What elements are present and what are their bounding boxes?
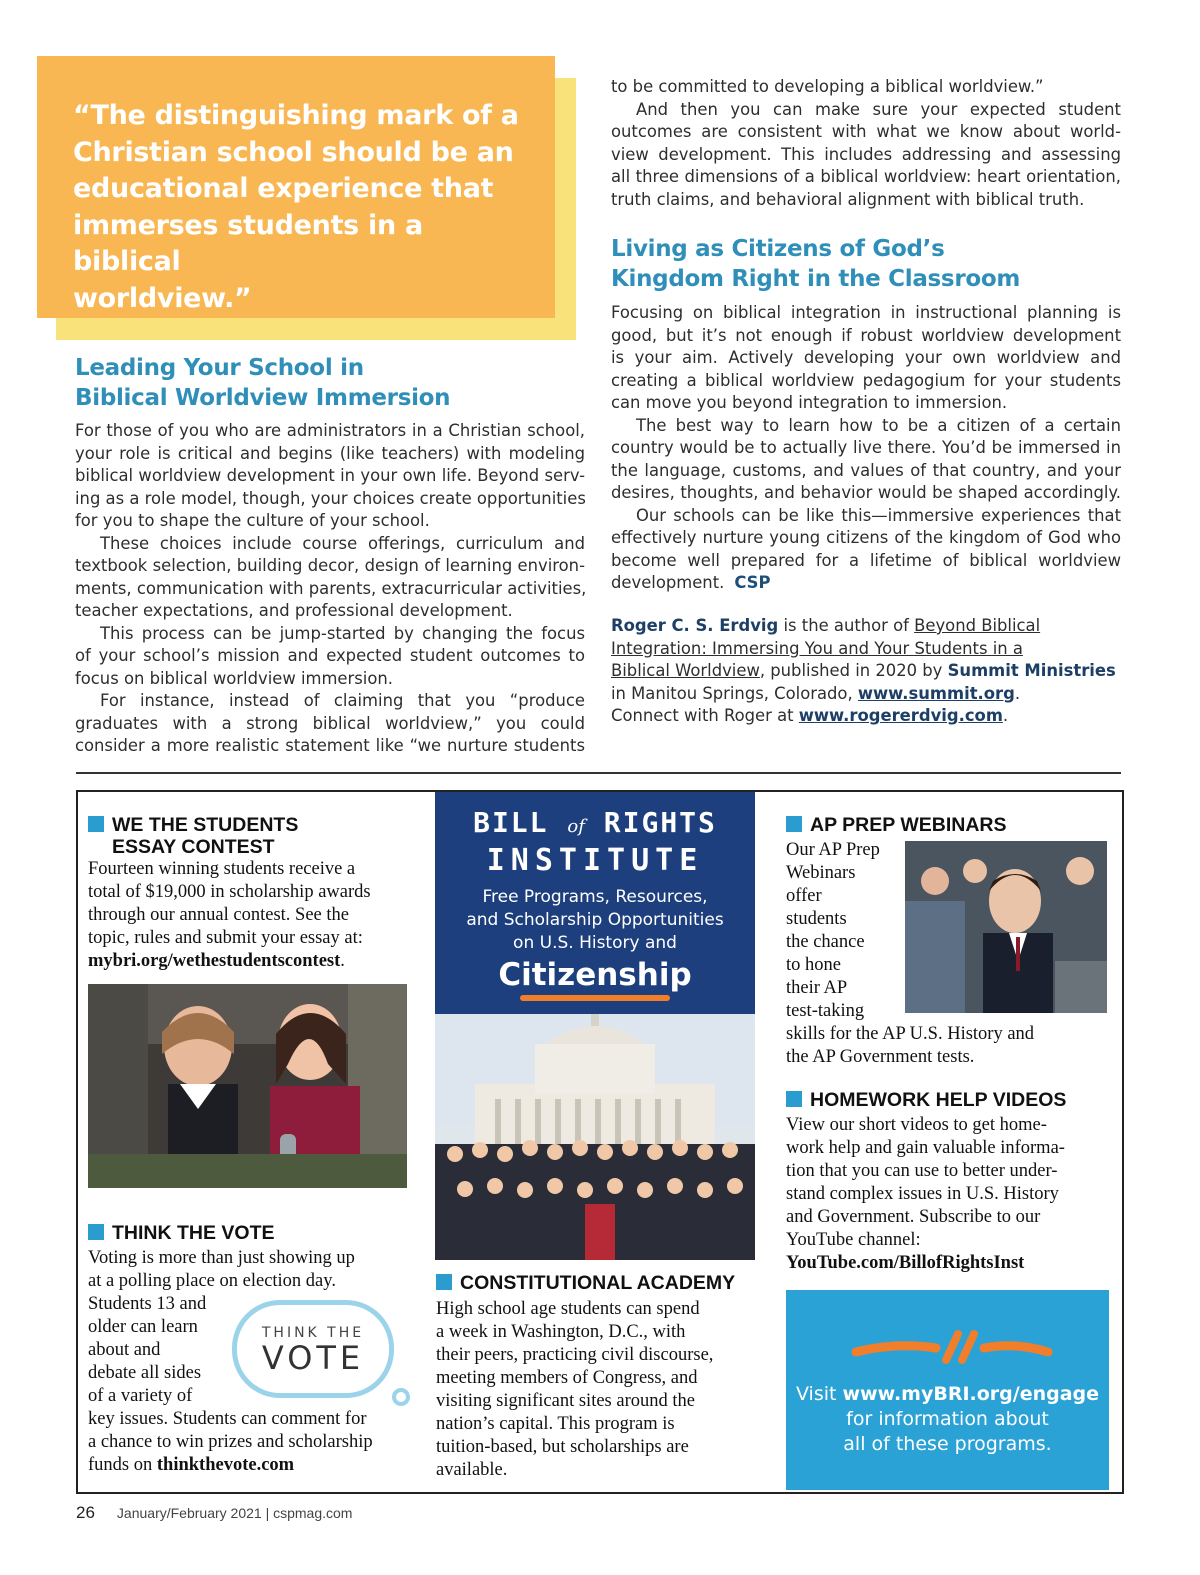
homework-help-text: View our short videos to get home- work help and gain valuable informa- tion that you can use to better under- stand complex issues in U.S. History and Government. Subscribe to our YouTube channel: YouTube.com/BillofRightsInst xyxy=(786,1115,1065,1273)
bri-banner xyxy=(435,792,755,1014)
author-website-link[interactable]: www.rogererdvig.com xyxy=(798,706,1003,725)
book-title-3[interactable]: Biblical Worldview xyxy=(611,661,760,680)
think-the-vote-logo: THINK THE VOTE xyxy=(232,1300,394,1398)
essay-contest-heading-2: ESSAY CONTEST xyxy=(112,836,275,858)
issue-info: January/February 2021 | cspmag.com xyxy=(116,1505,353,1521)
ap-prep-photo xyxy=(905,841,1107,1013)
essay-contest-link[interactable]: mybri.org/wethestudentscontest xyxy=(88,951,341,971)
blue-square-icon xyxy=(786,816,802,832)
author-bio: Roger C. S. Erdvig is the author of Beyond Biblical Integration: Immersing You and Your Students in a Biblical Worldview, published in 2020 by Summit Ministries in Manitou Springs, Colorado, www.summit.org. Connect with Roger at www.rogererdvig.com. xyxy=(611,616,1116,725)
blue-square-icon xyxy=(436,1274,452,1290)
pull-quote-text: “The distinguishing mark of a Christian school should be an educational experience that immerses students in a biblical worldview.” xyxy=(73,100,519,314)
orange-swoosh xyxy=(520,995,670,1001)
students-photo-art xyxy=(88,984,407,1188)
bri-tagline: Free Programs, Resources, and Scholarship Opportunities on U.S. History and xyxy=(466,887,724,953)
students-photo xyxy=(88,984,407,1188)
youtube-link[interactable]: YouTube.com/BillofRightsInst xyxy=(786,1253,1025,1273)
pull-quote xyxy=(37,56,555,318)
visit-box: Visit www.myBRI.org/engage for information about all of these programs. xyxy=(786,1290,1109,1490)
blue-square-icon xyxy=(786,1091,802,1107)
publisher-name: Summit Ministries xyxy=(947,661,1116,680)
book-title-2[interactable]: Integration: Immersing You and Your Students in a xyxy=(611,638,1023,658)
orange-swoosh-graphic xyxy=(786,1312,1109,1382)
ap-prep-photo-art xyxy=(905,841,1107,1013)
right-article-top: to be committed to developing a biblical worldview.” And then you can make sure your expected student outcomes are consistent with what we know about world- view development. This includes addressing and assessing all three dimensions of a biblical worldview: heart orientation, truth claims, and behavioral alignment with biblical truth. xyxy=(611,77,1121,209)
engage-link[interactable]: www.myBRI.org/engage xyxy=(842,1383,1100,1405)
constitutional-academy-heading: CONSTITUTIONAL ACADEMY xyxy=(436,1272,735,1294)
right-article-heading: Living as Citizens of God’s Kingdom Right in the Classroom xyxy=(611,236,1021,292)
think-the-vote-heading: THINK THE VOTE xyxy=(88,1222,275,1244)
essay-contest-text: Fourteen winning students receive a total of $19,000 in scholarship awards through our annual contest. See the topic, rules and submit your essay at: mybri.org/wethestudentscontest. xyxy=(88,859,371,971)
blue-square-icon xyxy=(88,1224,104,1240)
page-number: 26 xyxy=(76,1503,95,1522)
capitol-group-photo xyxy=(435,1014,755,1260)
final-line: development. CSP xyxy=(611,573,771,592)
left-article-heading: Leading Your School in Biblical Worldview Immersion xyxy=(75,355,451,411)
csp-end-mark: CSP xyxy=(734,573,771,592)
bri-logo-line-2: INSTITUTE xyxy=(486,843,704,878)
think-the-vote-text: Voting is more than just showing up at a polling place on election day. Students 13 and older can learn about and debate all sides of a variety of key issues. Students can comment for a chance to win prizes and scholarship funds on thinkthevote.com xyxy=(88,1248,373,1475)
capitol-group-photo-art xyxy=(435,1014,755,1260)
book-title-1[interactable]: Beyond Biblical xyxy=(914,616,1041,635)
think-the-vote-link[interactable]: thinkthevote.com xyxy=(156,1455,295,1475)
homework-help-heading: HOMEWORK HELP VIDEOS xyxy=(786,1089,1066,1111)
page-footer xyxy=(76,1503,352,1523)
constitutional-academy-text: High school age students can spend a week in Washington, D.C., with their peers, practicing civil discourse, meeting members of Congress, and visiting significant sites around the nation’s capital. This program is tuition-based, but scholarships are available. xyxy=(436,1299,714,1480)
ap-prep-text: Our AP Prep Webinars offer students the chance to hone their AP test-taking skills for the AP U.S. History and the AP Government tests. xyxy=(786,840,1035,1067)
left-article-body: For those of you who are administrators in a Christian school, your role is critical and begins (like teachers) with modeling biblical worldview development in your own life. Beyond serv- ing as a role model, though, your choices create opportunities for you to shape the culture of your school. These choices include course offerings, curriculum and textbook selection, building decor, design of learning environ- ments, communication with parents, extracurricular activities, teacher expectations, and professional development. This process can be jump-started by changing the focus of your school’s mission and expected student outcomes to focus on biblical worldview immersion. For instance, instead of claiming that you “produce graduates with a strong biblical worldview,” you could consider a more realistic statement like “we nurture students xyxy=(75,421,587,755)
speech-bubble-dot xyxy=(392,1388,410,1406)
author-name: Roger C. S. Erdvig xyxy=(611,616,779,635)
essay-contest-heading: WE THE STUDENTS xyxy=(88,814,298,836)
ap-prep-heading: AP PREP WEBINARS xyxy=(786,814,1007,836)
summit-link[interactable]: www.summit.org xyxy=(857,683,1015,703)
right-article-body: Focusing on biblical integration in instructional planning is good, but it’s not enough if robust worldview development is your aim. Actively developing your own worldview and creating a biblical worldview pedagogium for your students can move you beyond integration to immersion. The best way to learn how to be a citizen of a certain country would be to actually live there. You’d be immersed in the language, customs, and values of that country, and your desires, thoughts, and behavior would be shaped accordingly. Our schools can be like this—immersive experiences that effectively nurture young citizens of the kingdom of God who become well prepared for a lifetime of biblical worldview development. CSP xyxy=(611,302,1121,595)
bri-logo-line-1: BILL of RIGHTS xyxy=(473,806,717,839)
section-divider xyxy=(76,772,1121,774)
bri-citizenship: Citizenship xyxy=(498,957,692,993)
blue-square-icon xyxy=(88,816,104,832)
